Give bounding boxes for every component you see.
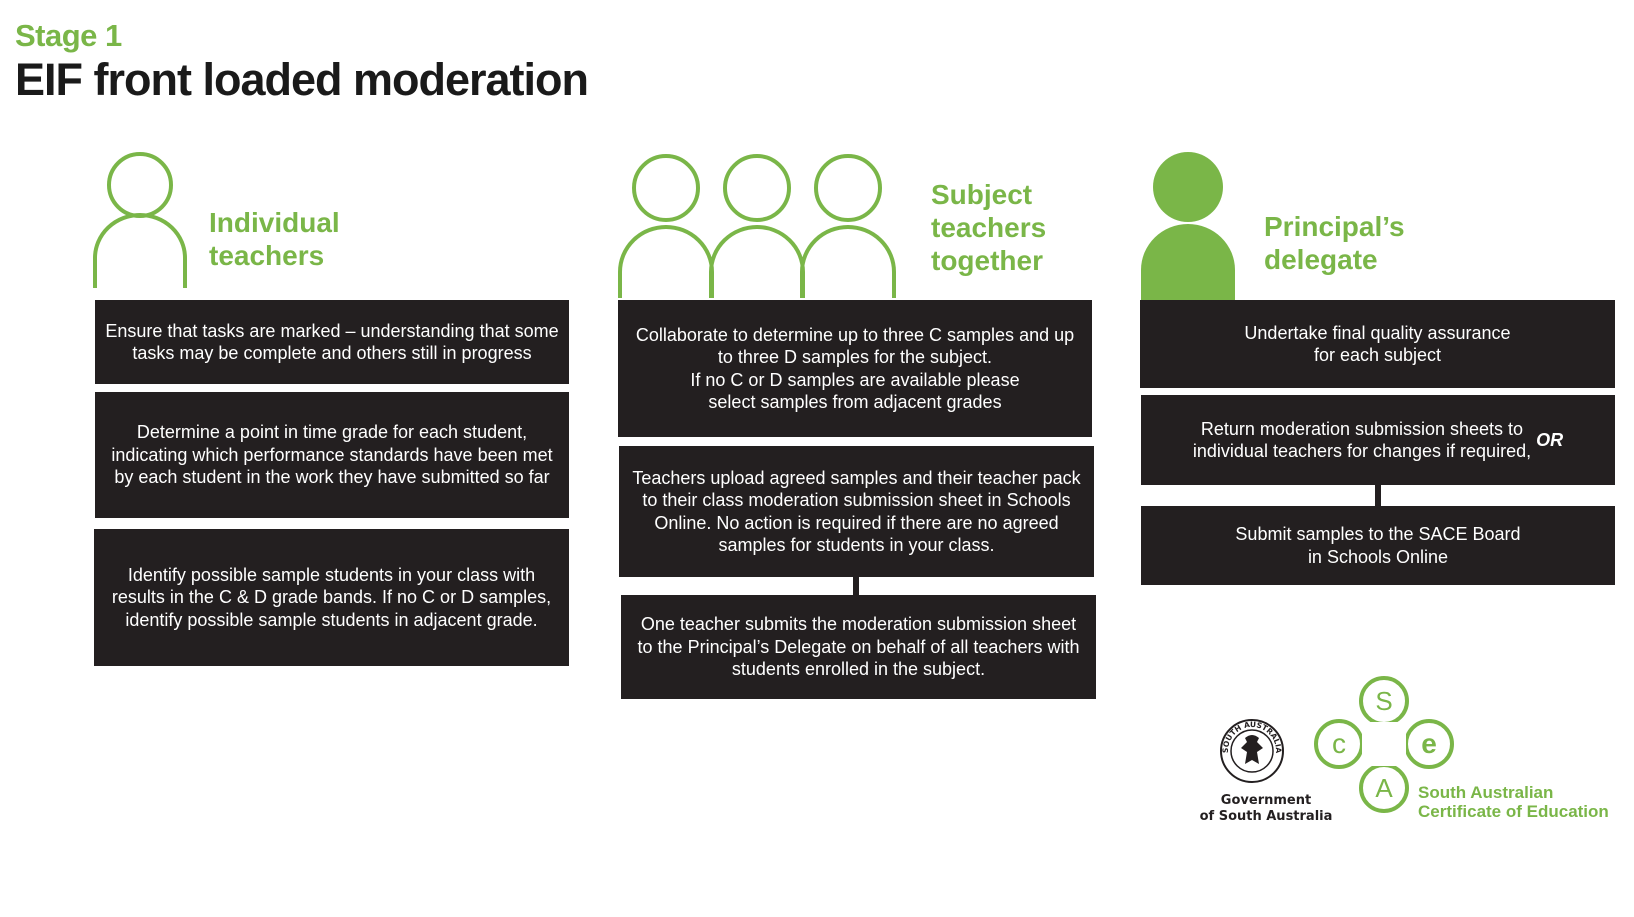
single-person-outline-icon bbox=[90, 140, 190, 300]
sace-letter-s: S bbox=[1375, 686, 1393, 716]
column-title-subject-teachers-together: Subject teachers together bbox=[931, 179, 1047, 276]
single-person-filled-icon bbox=[1139, 150, 1239, 300]
step-box: Undertake final quality assurance for each subject bbox=[1140, 300, 1615, 388]
sace-letter-e: e bbox=[1421, 728, 1437, 759]
seal-text: SOUTH AUSTRALIA bbox=[1220, 719, 1284, 754]
step-box: Collaborate to determine up to three C samples and up to three D samples for the subject. If no C or D samples are available please select samples from adjacent grades bbox=[618, 300, 1092, 437]
step-box: One teacher submits the moderation submission sheet to the Principal’s Delegate on behalf of all teachers with students enrolled in the subject. bbox=[621, 595, 1096, 699]
step-box-return-sheets bbox=[1141, 395, 1615, 485]
flow-connector bbox=[1375, 484, 1381, 507]
sace-logo-text: South Australian Certificate of Education bbox=[1418, 783, 1609, 821]
sace-letter-a: A bbox=[1375, 773, 1393, 803]
step-box: Determine a point in time grade for each student, indicating which performance standards have been met by each student in the work they have submitted so far bbox=[95, 392, 569, 518]
step-box: Teachers upload agreed samples and their teacher pack to their class moderation submission sheet in Schools Online. No action is required if there are no agreed samples for students in your class. bbox=[619, 446, 1094, 577]
step-box: Ensure that tasks are marked – understanding that some tasks may be complete and others still in progress bbox=[95, 300, 569, 384]
stage-label: Stage 1 bbox=[15, 18, 122, 53]
step-box: Submit samples to the SACE Board in Schools Online bbox=[1141, 506, 1615, 585]
flow-connector bbox=[853, 576, 859, 596]
or-label: OR bbox=[1536, 429, 1564, 450]
step-box-text: Return moderation submission sheets to individual teachers for changes if required, bbox=[1192, 418, 1532, 461]
government-logo-text: Government of South Australia bbox=[1199, 793, 1333, 824]
column-title-principals-delegate: Principal’s delegate bbox=[1264, 211, 1405, 275]
page-title: EIF front loaded moderation bbox=[15, 54, 589, 105]
sace-letter-c: c bbox=[1332, 728, 1346, 759]
step-box: Identify possible sample students in your class with results in the C & D grade bands. If no C or D samples, identify possible sample students in adjacent grade. bbox=[94, 529, 569, 666]
piping-shrike-seal-icon bbox=[1219, 718, 1285, 784]
column-title-individual-teachers: Individual teachers bbox=[209, 207, 340, 271]
three-people-outline-icon bbox=[618, 148, 908, 300]
